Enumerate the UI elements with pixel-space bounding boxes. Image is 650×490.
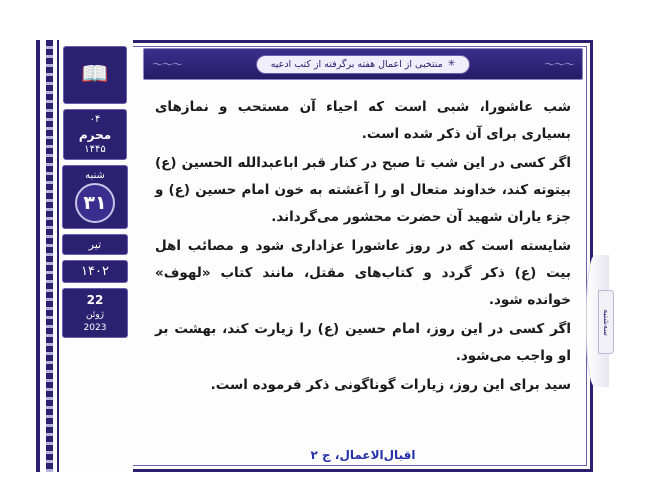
calendar-strip [57,40,133,472]
paragraph-2: اگر کسی در این شب تا صبح در کنار قبر اباعبدالله الحسین (ع) بیتوته کند، خداوند متعال او را آغشته به خون امام حسین (ع) و جزء یاران شهید آن حضرت محشور می‌گرداند. [155,155,571,225]
star-icon: ✳ [447,59,456,69]
side-tab[interactable] [598,290,614,354]
solar-month-band [62,234,128,255]
hijri-date-band [63,109,127,160]
hijri-day: ۰۴ [89,114,101,125]
calendar-page [57,40,593,472]
ornament-left-icon: 〜〜〜 [152,58,182,71]
body-text [133,80,593,446]
hijri-year: ۱۴۴۵ [84,143,106,155]
hijri-month: محرم [78,127,112,142]
paragraph-5: سید برای این روز، زیارات گوناگونی ذکر فرموده است. [210,377,571,393]
day-number: ۳۱ [75,183,115,223]
decorative-edge-bar-outer [46,40,53,472]
quran-icon: 📖 [63,46,127,104]
solar-month: تیر [88,238,102,252]
header-bar [143,48,583,80]
solar-year-band: ۱۴۰۲ [62,260,128,283]
side-tab-label: سه‌شنبه [601,308,611,336]
weekday-and-day-band [62,165,128,229]
decorative-edge-bar-inner [36,40,40,472]
gregorian-year: 2023 [83,322,107,333]
content-area [133,40,593,472]
paragraph-4: اگر کسی در این روز، امام حسین (ع) را زیارت کند، بهشت بر او واجب می‌شود. [155,321,571,364]
paragraph-1: شب عاشورا، شبی است که احیاء آن مستحب و نمازهای بسیاری برای آن ذکر شده است. [155,99,571,142]
paragraph-3: شایسته است که در روز عاشورا عزاداری شود و مصائب اهل بیت (ع) ذکر گردد و کتاب‌های مقتل، مانند کتاب «لهوف» خوانده شود. [155,238,571,308]
ornament-right-icon: 〜〜〜 [544,58,574,71]
page-title [256,55,471,74]
gregorian-date-band [62,288,128,338]
weekday-label: شنبه [85,170,105,182]
source-citation: اقبال‌الاعمال، ج ۲ [310,448,416,462]
gregorian-month: ژوئن [85,309,105,320]
page-title-text: منتخبی از اعمال هفته برگرفته از کتب ادعیه [270,58,443,70]
gregorian-day: 22 [86,293,104,308]
